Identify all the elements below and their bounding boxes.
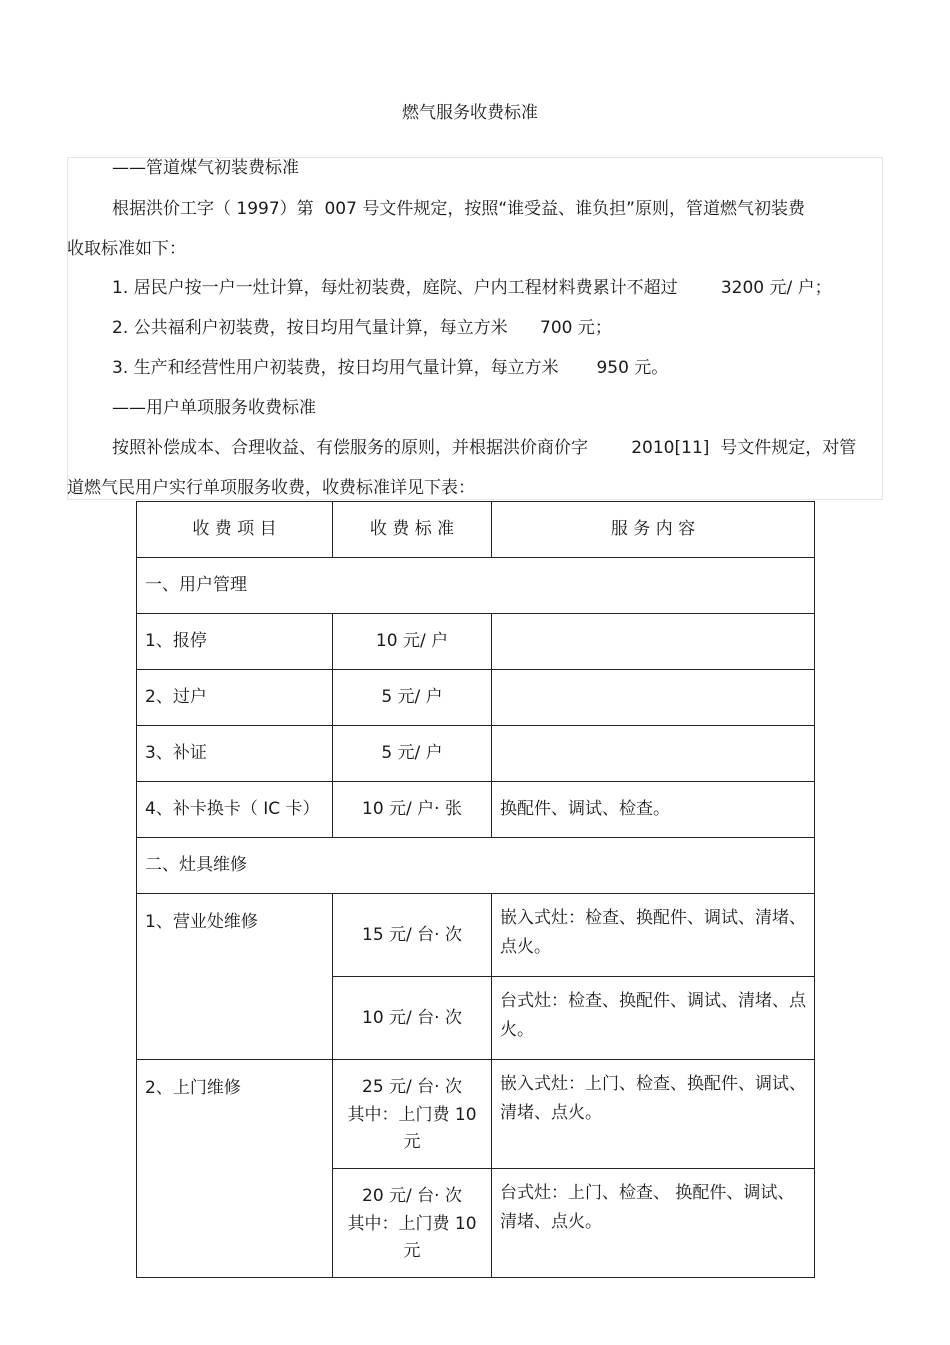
section-user-management: 一、用户管理	[137, 558, 815, 614]
service-cell	[492, 726, 815, 782]
fee-value: 25 元/ 台· 次	[362, 1077, 462, 1097]
item-cell: 2、上门维修	[137, 1060, 333, 1278]
header-fee: 收 费 标 准	[333, 502, 492, 558]
service-cell: 换配件、调试、检查。	[492, 782, 815, 838]
header-service: 服 务 内 容	[492, 502, 815, 558]
table-row	[137, 670, 815, 726]
page-title: 燃气服务收费标准	[402, 103, 538, 123]
service-cell	[492, 670, 815, 726]
fee-cell: 15 元/ 台· 次	[333, 894, 492, 977]
item-cell: 4、补卡换卡（ IC 卡）	[137, 782, 333, 838]
service-cell: 嵌入式灶：检查、换配件、调试、清堵、点火。	[492, 894, 815, 977]
standard-item-3: 3. 生产和经营性用户初装费，按日均用气量计算，每立方米 950 元。	[112, 358, 669, 378]
intro-paragraph-line2: 收取标准如下：	[67, 239, 186, 259]
intro-paragraph-line1: 根据洪价工字（ 1997）第 007 号文件规定，按照“谁受益、谁负担”原则，管道燃气初装费	[112, 199, 805, 219]
table-row	[137, 894, 815, 977]
table-row	[137, 614, 815, 670]
section-row	[137, 838, 815, 894]
standard-item-2: 2. 公共福利户初装费，按日均用气量计算，每立方米 700 元；	[112, 318, 612, 338]
service-paragraph-line1: 按照补偿成本、合理收益、有偿服务的原则，并根据洪价商价字 2010[11] 号文件规定，对管	[112, 438, 857, 458]
service-cell: 台式灶：检查、换配件、调试、清堵、点火。	[492, 977, 815, 1060]
section-stove-repair: 二、灶具维修	[137, 838, 815, 894]
table-header-row	[137, 502, 815, 558]
fee-cell: 10 元/ 户· 张	[333, 782, 492, 838]
fee-note: 其中：上门费 10 元	[347, 1214, 477, 1261]
service-paragraph-line2: 道燃气民用户实行单项服务收费，收费标准详见下表：	[67, 478, 475, 498]
item-cell: 3、补证	[137, 726, 333, 782]
fee-note: 其中：上门费 10 元	[347, 1105, 477, 1152]
service-cell	[492, 614, 815, 670]
service-cell: 台式灶：上门、检查、 换配件、调试、清堵、点火。	[492, 1169, 815, 1278]
fee-value: 20 元/ 台· 次	[362, 1186, 462, 1206]
fee-table	[136, 501, 815, 1278]
fee-cell: 10 元/ 台· 次	[333, 977, 492, 1060]
header-item: 收 费 项 目	[137, 502, 333, 558]
fee-cell	[333, 1060, 492, 1169]
fee-cell: 5 元/ 户	[333, 670, 492, 726]
service-cell: 嵌入式灶：上门、检查、换配件、调试、清堵、点火。	[492, 1060, 815, 1169]
fee-cell	[333, 1169, 492, 1278]
standard-item-1: 1. 居民户按一户一灶计算，每灶初装费，庭院、户内工程材料费累计不超过 3200 元/ 户；	[112, 278, 832, 298]
item-cell: 1、营业处维修	[137, 894, 333, 1060]
heading-single-service-fee: ——用户单项服务收费标准	[112, 398, 316, 418]
item-cell: 1、报停	[137, 614, 333, 670]
fee-cell: 5 元/ 户	[333, 726, 492, 782]
table-row	[137, 782, 815, 838]
heading-installation-fee: ——管道煤气初装费标准	[112, 158, 299, 178]
item-cell: 2、过户	[137, 670, 333, 726]
table-row	[137, 1060, 815, 1169]
table-row	[137, 726, 815, 782]
section-row	[137, 558, 815, 614]
fee-cell: 10 元/ 户	[333, 614, 492, 670]
